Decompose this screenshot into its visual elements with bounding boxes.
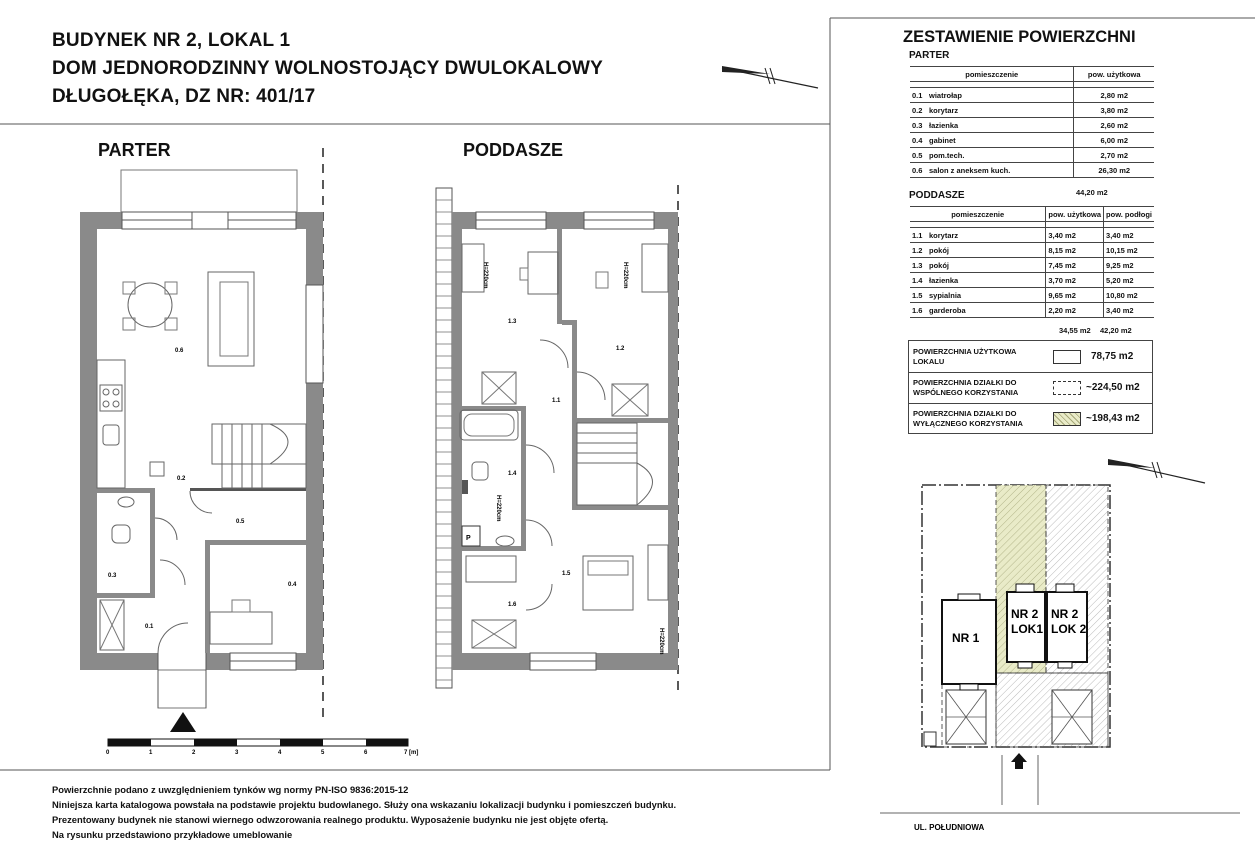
parter-row: 0.2 korytarz 3,80 m2: [910, 103, 1154, 118]
room-label-04: 0.4: [288, 582, 297, 588]
poddasze-header-room: pomieszczenie: [910, 207, 1046, 222]
scale-tick-6: 6: [364, 750, 368, 756]
note-2: Niniejsza karta katalogowa powstała na podstawie projektu budowlanego. Służy ona wskazaniu lokalizacji budynku i pomieszczeń budynku.: [52, 799, 677, 810]
scale-tick-3: 3: [235, 750, 239, 756]
parter-total: 44,20 m2: [1076, 188, 1108, 197]
room-label-05: 0.5: [236, 519, 245, 525]
poddasze-total-floor: 42,20 m2: [1100, 326, 1132, 335]
note-3: Prezentowany budynek nie stanowi wiernego odwzorowania realnego produktu. Wyposażenie budynku nie jest objęte ofertą.: [52, 814, 609, 825]
scale-tick-7: 7 [m]: [404, 750, 419, 756]
area-value-usable: 78,75 m2: [1091, 351, 1134, 362]
height-mark-2: H=220cm: [622, 262, 628, 289]
area-label-usable: POWIERZCHNIA UŻYTKOWA LOKALU: [913, 347, 1017, 366]
poddasze-row: 1.1 korytarz 3,40 m2 3,40 m2: [910, 228, 1154, 243]
parter-header-room: pomieszczenie: [910, 67, 1074, 82]
parter-row: 0.4 gabinet 6,00 m2: [910, 133, 1154, 148]
poddasze-row: 1.4 łazienka 3,70 m2 5,20 m2: [910, 273, 1154, 288]
scale-tick-5: 5: [321, 750, 325, 756]
summary-title: ZESTAWIENIE POWIERZCHNI: [903, 28, 1136, 46]
site-plan: [880, 470, 1240, 840]
scale-tick-4: 4: [278, 750, 282, 756]
site-label-nr2-lok1-b: LOK1: [1011, 622, 1044, 636]
header-line-3: DŁUGOŁĘKA, DZ NR: 401/17: [52, 86, 316, 107]
poddasze-header-usable: pow. użytkowa: [1046, 207, 1104, 222]
scale-tick-1: 1: [149, 750, 153, 756]
parter-table: [910, 66, 1154, 178]
room-label-01: 0.1: [145, 624, 154, 630]
poddasze-header-floor: pow. podłogi: [1104, 207, 1154, 222]
scale-tick-0: 0: [106, 750, 110, 756]
parter-row: 0.1 wiatrołap 2,80 m2: [910, 88, 1154, 103]
summary-poddasze-title: PODDASZE: [909, 190, 965, 201]
area-summary-box: [908, 340, 1153, 434]
site-label-nr2-lok2-b: LOK 2: [1051, 622, 1087, 636]
usable-area-swatch: [1053, 350, 1081, 364]
poddasze-row: 1.2 pokój 8,15 m2 10,15 m2: [910, 243, 1154, 258]
poddasze-plan: [436, 188, 678, 688]
parter-plan: [80, 170, 323, 732]
site-entrance-arrow-icon: [1011, 753, 1027, 769]
poddasze-row: 1.3 pokój 7,45 m2 9,25 m2: [910, 258, 1154, 273]
poddasze-total-usable: 34,55 m2: [1059, 326, 1091, 335]
scale-bar: [106, 739, 418, 756]
header-line-1: BUDYNEK NR 2, LOKAL 1: [52, 30, 291, 51]
room-label-03: 0.3: [108, 573, 117, 579]
area-value-exclusive: ~198,43 m2: [1086, 413, 1140, 424]
shared-area-swatch: [1053, 381, 1081, 395]
note-1: Powierzchnie podano z uwzględnieniem tynków wg normy PN-ISO 9836:2015-12: [52, 784, 409, 795]
area-value-shared: ~224,50 m2: [1086, 382, 1140, 393]
summary-parter-title: PARTER: [909, 50, 950, 61]
exclusive-area-swatch: [1053, 412, 1081, 426]
poddasze-row: 1.6 garderoba 2,20 m2 3,40 m2: [910, 303, 1154, 318]
room-label-06: 0.6: [175, 348, 184, 354]
poddasze-table: [910, 206, 1154, 318]
room-label-p: P: [466, 535, 471, 542]
room-label-13: 1.3: [508, 319, 517, 325]
parter-title: PARTER: [98, 140, 171, 160]
room-label-02: 0.2: [177, 476, 186, 482]
parter-header-area: pow. użytkowa: [1074, 67, 1154, 82]
site-label-nr2-lok2-a: NR 2: [1051, 607, 1079, 621]
parter-row: 0.3 łazienka 2,60 m2: [910, 118, 1154, 133]
room-label-16: 1.6: [508, 602, 517, 608]
poddasze-title: PODDASZE: [463, 140, 564, 160]
area-label-exclusive: POWIERZCHNIA DZIAŁKI DO WYŁĄCZNEGO KORZYSTANIA: [913, 409, 1023, 428]
height-mark-4: H=220cm: [658, 628, 664, 655]
street-label: UL. POŁUDNIOWA: [914, 823, 985, 832]
entrance-arrow-icon: [170, 712, 196, 732]
area-label-shared: POWIERZCHNIA DZIAŁKI DO WSPÓLNEGO KORZYSTANIA: [913, 378, 1019, 397]
height-mark-1: H=220cm: [482, 262, 488, 289]
height-mark-3: H=220cm: [495, 495, 501, 522]
room-label-14: 1.4: [508, 471, 517, 477]
header-line-2: DOM JEDNORODZINNY WOLNOSTOJĄCY DWULOKALOWY: [52, 58, 603, 79]
poddasze-row: 1.5 sypialnia 9,65 m2 10,80 m2: [910, 288, 1154, 303]
room-label-11: 1.1: [552, 398, 561, 404]
parter-row: 0.6 salon z aneksem kuch. 26,30 m2: [910, 163, 1154, 178]
room-label-15: 1.5: [562, 571, 571, 577]
scale-tick-2: 2: [192, 750, 196, 756]
note-4: Na rysunku przedstawiono przykładowe umeblowanie: [52, 829, 293, 840]
site-label-nr2-lok1-a: NR 2: [1011, 607, 1039, 621]
site-label-nr1: NR 1: [952, 631, 980, 645]
room-label-12: 1.2: [616, 346, 625, 352]
parter-row: 0.5 pom.tech. 2,70 m2: [910, 148, 1154, 163]
